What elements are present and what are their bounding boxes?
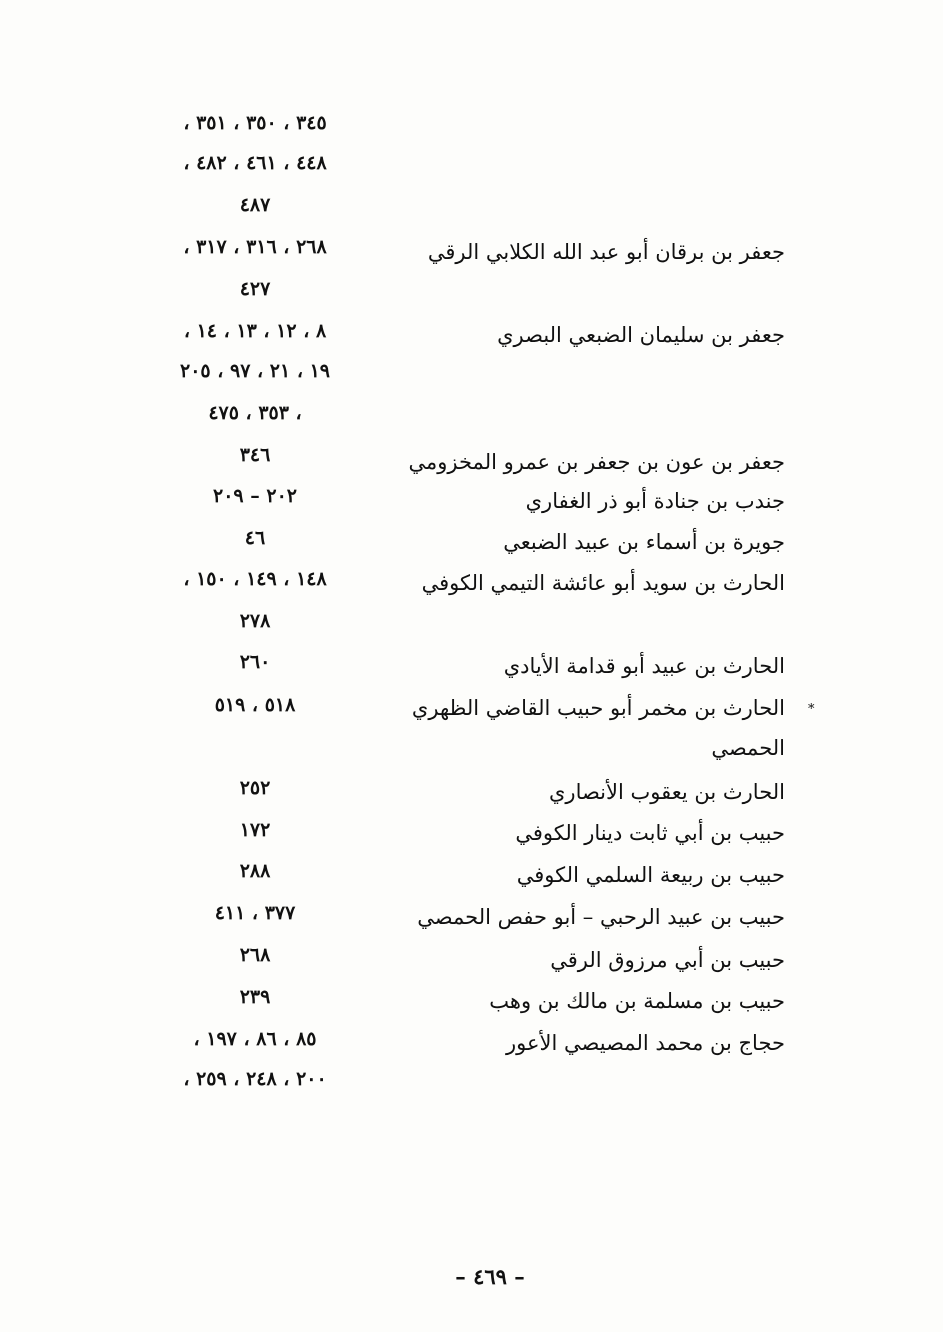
continuation-refs-line: ٤٤٨ ، ٤٦١ ، ٤٨٢ ، [183, 152, 327, 174]
asterisk-marker: * [808, 702, 815, 717]
page-number: – ٤٦٩ – [455, 1264, 525, 1289]
index-entry-name: جعفر بن سليمان الضبعي البصري [497, 323, 785, 347]
index-entry-refs: ٤٦ [244, 527, 266, 549]
index-entry-refs: ٢٧٨ [239, 610, 271, 632]
index-entry-name: جندب بن جنادة أبو ذر الغفاري [525, 489, 785, 513]
index-entry-refs: ١٧٢ [239, 819, 271, 841]
index-entry-refs: ٨٥ ، ٨٦ ، ١٩٧ ، [193, 1028, 317, 1050]
continuation-refs-line: ٤٨٧ [239, 194, 271, 216]
index-entry-refs: ٢٥٢ [239, 777, 271, 799]
index-entry-name: الحارث بن يعقوب الأنصاري [548, 780, 785, 804]
index-entry-name: حبيب بن أبي ثابت دينار الكوفي [515, 821, 785, 845]
index-entry-name: جويرة بن أسماء بن عبيد الضبعي [503, 530, 785, 554]
index-entry-name: جعفر بن عون بن جعفر بن عمرو المخزومي [408, 450, 785, 474]
index-entry-refs: ٢٦٨ [239, 944, 271, 966]
index-entry-refs: ٢٠٢ – ٢٠٩ [213, 485, 297, 507]
index-entry-name-continued: الحمصي [711, 736, 785, 760]
index-entry-name: الحارث بن عبيد أبو قدامة الأيادي [503, 654, 785, 678]
index-entry-refs: ٥١٨ ، ٥١٩ [214, 694, 296, 716]
index-entry-name: حجاج بن محمد المصيصي الأعور [506, 1031, 785, 1055]
index-entry-name: حبيب بن عبيد الرحبي – أبو حفص الحمصي [417, 905, 785, 929]
index-entry-refs: ٢٨٨ [239, 860, 271, 882]
index-entry-name: حبيب بن مسلمة بن مالك بن وهب [489, 989, 785, 1013]
index-entry-name: الحارث بن مخمر أبو حبيب القاضي الظهري [411, 696, 785, 720]
index-entry-refs: ١٩ ، ٢١ ، ٩٧ ، ٢٠٥ [179, 360, 330, 382]
index-entry-refs: ، ٣٥٣ ، ٤٧٥ [208, 402, 302, 424]
index-entry-name: جعفر بن برقان أبو عبد الله الكلابي الرقي [427, 240, 785, 264]
index-entry-refs: ٢٦٨ ، ٣١٦ ، ٣١٧ ، [183, 236, 327, 258]
index-entry-refs: ٣٤٦ [239, 444, 271, 466]
index-entry-refs: ٢٣٩ [239, 986, 271, 1008]
index-entry-refs: ٨ ، ١٢ ، ١٣ ، ١٤ ، [183, 320, 327, 342]
continuation-refs-line: ٣٤٥ ، ٣٥٠ ، ٣٥١ ، [183, 112, 327, 134]
index-entry-refs: ٢٠٠ ، ٢٤٨ ، ٢٥٩ ، [183, 1068, 327, 1090]
index-entry-refs: ١٤٨ ، ١٤٩ ، ١٥٠ ، [183, 568, 327, 590]
index-entry-refs: ٢٦٠ [239, 651, 271, 673]
index-entry-refs: ٤٢٧ [239, 278, 271, 300]
index-entry-refs: ٣٧٧ ، ٤١١ [214, 902, 296, 924]
index-entry-name: حبيب بن أبي مرزوق الرقي [550, 948, 785, 972]
index-entry-name: حبيب بن ربيعة السلمي الكوفي [516, 863, 785, 887]
index-entry-name: الحارث بن سويد أبو عائشة التيمي الكوفي [421, 571, 785, 595]
